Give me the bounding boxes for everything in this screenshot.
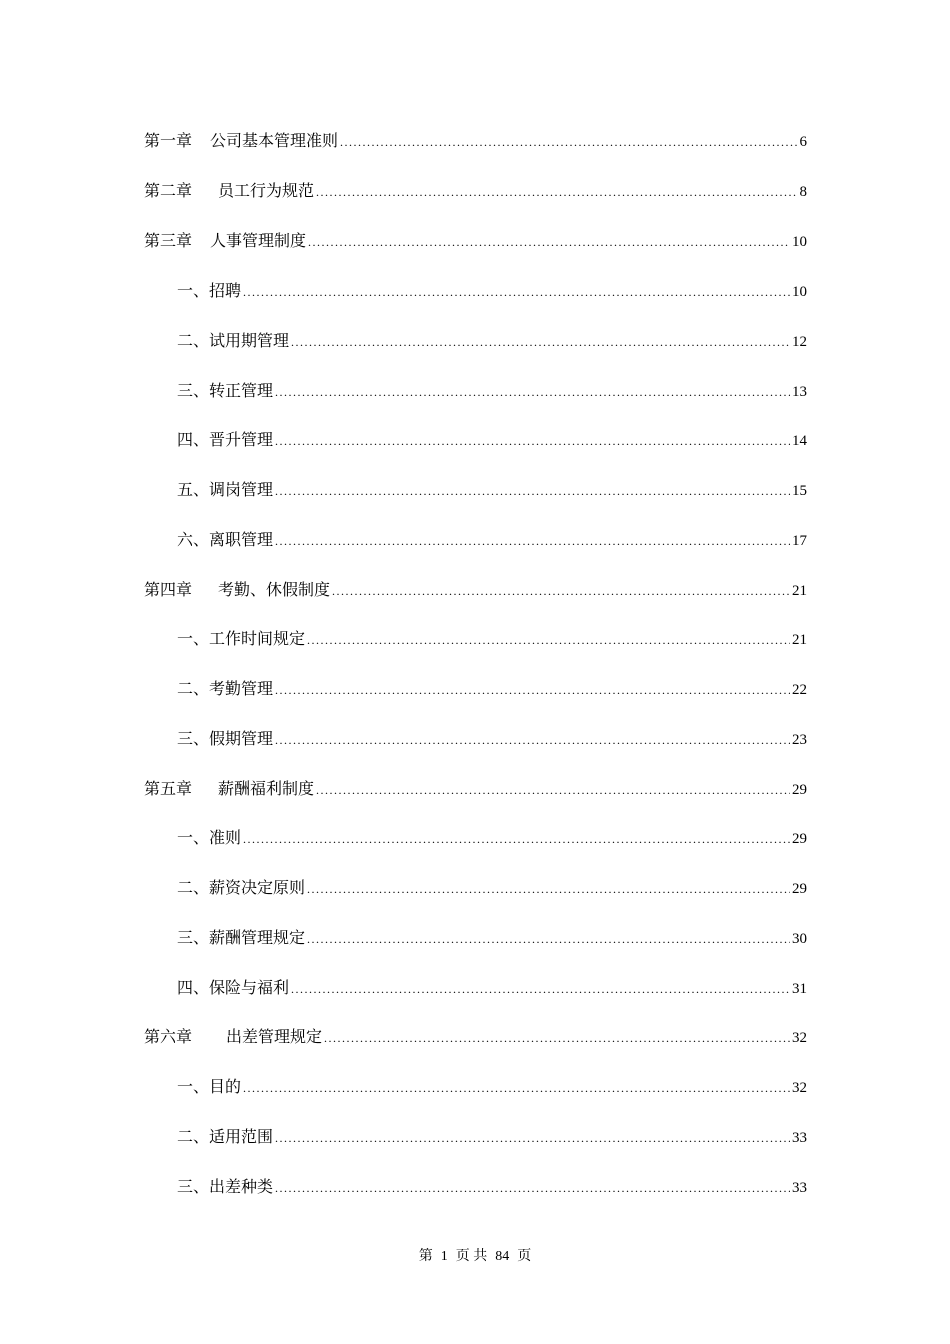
- toc-label: 二、试用期管理: [177, 331, 290, 350]
- toc-section-6-2[interactable]: [177, 1122, 807, 1152]
- toc-leader-dots: [307, 625, 790, 655]
- toc-chapter-5[interactable]: [144, 774, 807, 804]
- toc-leader-dots: [243, 277, 790, 307]
- toc-label: 第二章 员工行为规范: [144, 181, 315, 200]
- toc-label: 二、考勤管理: [177, 679, 274, 698]
- toc-leader-dots: [275, 426, 790, 456]
- toc-leader-dots: [275, 476, 790, 506]
- toc-page-number: 29: [792, 881, 807, 897]
- toc-section-3-4[interactable]: [177, 425, 807, 455]
- toc-section-5-4[interactable]: [177, 973, 807, 1003]
- toc-chapter-2[interactable]: [144, 176, 807, 206]
- toc-page-number: 32: [792, 1030, 807, 1046]
- toc-leader-dots: [275, 1173, 790, 1203]
- toc-leader-dots: [316, 177, 797, 207]
- toc-page-number: 22: [792, 682, 807, 698]
- toc-section-4-1[interactable]: [177, 624, 807, 654]
- toc-leader-dots: [308, 227, 790, 257]
- toc-label: 一、工作时间规定: [177, 629, 306, 648]
- toc-section-3-6[interactable]: [177, 525, 807, 555]
- toc-leader-dots: [291, 974, 790, 1004]
- toc-page-number: 32: [792, 1080, 807, 1096]
- toc-page-number: 10: [792, 234, 807, 250]
- footer-current-page: 1: [440, 1249, 448, 1264]
- toc-label: 四、晋升管理: [177, 430, 274, 449]
- toc-label: 一、准则: [177, 828, 242, 847]
- toc-page-number: 12: [792, 334, 807, 350]
- toc-page-number: 33: [792, 1130, 807, 1146]
- toc-section-6-1[interactable]: [177, 1072, 807, 1102]
- toc-leader-dots: [332, 576, 790, 606]
- toc-chapter-4[interactable]: [144, 575, 807, 605]
- toc-label: 六、离职管理: [177, 530, 274, 549]
- toc-label: 第六章 出差管理规定: [144, 1027, 323, 1046]
- toc-page-number: 30: [792, 931, 807, 947]
- toc-section-3-5[interactable]: [177, 475, 807, 505]
- toc-label: 三、假期管理: [177, 729, 274, 748]
- toc-label: 三、出差种类: [177, 1177, 274, 1196]
- toc-page-number: 21: [792, 632, 807, 648]
- toc-label: 第四章 考勤、休假制度: [144, 580, 331, 599]
- toc-section-4-3[interactable]: [177, 724, 807, 754]
- toc-page-number: 23: [792, 732, 807, 748]
- toc-section-6-3[interactable]: [177, 1172, 807, 1202]
- toc-label: 第五章 薪酬福利制度: [144, 779, 315, 798]
- toc-page-number: 17: [792, 533, 807, 549]
- footer-total-pages: 84: [495, 1249, 510, 1264]
- toc-page-number: 10: [792, 284, 807, 300]
- toc-page-number: 6: [799, 134, 807, 150]
- toc-leader-dots: [243, 824, 790, 854]
- toc-section-3-2[interactable]: [177, 326, 807, 356]
- toc-leader-dots: [275, 725, 790, 755]
- toc-leader-dots: [243, 1073, 790, 1103]
- toc-page-number: 8: [799, 184, 807, 200]
- toc-label: 第一章 公司基本管理准则: [144, 131, 339, 150]
- toc-label: 一、招聘: [177, 281, 242, 300]
- footer-middle: 页 共: [455, 1249, 488, 1264]
- toc-leader-dots: [291, 327, 790, 357]
- toc-leader-dots: [275, 526, 790, 556]
- toc-leader-dots: [316, 775, 790, 805]
- toc-label: 三、转正管理: [177, 381, 274, 400]
- toc-section-4-2[interactable]: [177, 674, 807, 704]
- toc-label: 四、保险与福利: [177, 978, 290, 997]
- toc-section-5-2[interactable]: [177, 873, 807, 903]
- toc-section-3-3[interactable]: [177, 376, 807, 406]
- toc-label: 三、薪酬管理规定: [177, 928, 306, 947]
- toc-section-5-3[interactable]: [177, 923, 807, 953]
- toc-page-number: 29: [792, 782, 807, 798]
- toc-page-number: 29: [792, 831, 807, 847]
- toc-leader-dots: [307, 874, 790, 904]
- toc-leader-dots: [340, 127, 797, 157]
- toc-label: 一、目的: [177, 1077, 242, 1096]
- toc-leader-dots: [307, 924, 790, 954]
- toc-label: 二、薪资决定原则: [177, 878, 306, 897]
- toc-page-number: 13: [792, 384, 807, 400]
- toc-leader-dots: [275, 1123, 790, 1153]
- toc-chapter-6[interactable]: [144, 1022, 807, 1052]
- toc-page-number: 31: [792, 981, 807, 997]
- page-footer: [0, 1245, 950, 1269]
- toc-leader-dots: [275, 377, 790, 407]
- toc-section-3-1[interactable]: [177, 276, 807, 306]
- toc-label: 二、适用范围: [177, 1127, 274, 1146]
- toc-page-number: 14: [792, 433, 807, 449]
- toc-page-number: 15: [792, 483, 807, 499]
- footer-suffix: 页: [517, 1249, 532, 1264]
- toc-leader-dots: [275, 675, 790, 705]
- toc-section-5-1[interactable]: [177, 823, 807, 853]
- toc-page-number: 21: [792, 583, 807, 599]
- toc-chapter-1[interactable]: [144, 126, 807, 156]
- toc-page-number: 33: [792, 1180, 807, 1196]
- toc-label: 第三章 人事管理制度: [144, 231, 307, 250]
- footer-prefix: 第: [418, 1249, 433, 1264]
- toc-label: 五、调岗管理: [177, 480, 274, 499]
- toc-chapter-3[interactable]: [144, 226, 807, 256]
- toc-leader-dots: [324, 1023, 790, 1053]
